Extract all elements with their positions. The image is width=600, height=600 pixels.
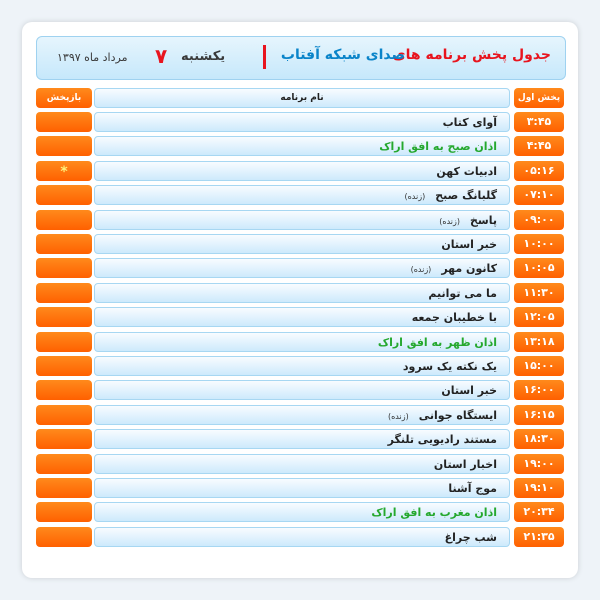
live-tag: (زنده) — [410, 265, 432, 275]
program-name-cell — [94, 185, 510, 205]
month-year-label: مرداد ماه ۱۳۹۷ — [57, 51, 128, 64]
program-name-cell — [94, 380, 510, 400]
program-name — [441, 238, 497, 251]
program-name — [388, 433, 497, 446]
program-name-cell — [94, 210, 510, 230]
broadcast-time: ۰۷:۱۰ — [514, 185, 564, 205]
column-header-name — [94, 88, 510, 108]
table-row — [36, 136, 564, 156]
program-title: آوای کتاب — [442, 116, 497, 129]
rerun-cell — [36, 332, 92, 352]
broadcast-time: ۴:۴۵ — [514, 136, 564, 156]
broadcast-time: ۱۱:۳۰ — [514, 283, 564, 303]
broadcast-time: ۲۱:۳۵ — [514, 527, 564, 547]
rerun-cell — [36, 185, 92, 205]
program-title: شب چراغ — [444, 530, 497, 544]
table-row — [36, 161, 564, 181]
program-name-cell — [94, 332, 510, 352]
program-title: اخبار استان — [433, 457, 497, 471]
weekday-label: یکشنبه — [181, 49, 226, 64]
program-name — [439, 214, 497, 227]
program-title: اذان صبح به افق اراک — [379, 140, 497, 154]
header-divider — [263, 45, 266, 69]
table-row — [36, 210, 564, 230]
broadcast-time: ۲۰:۳۴ — [514, 502, 564, 522]
broadcast-time: ۱۰:۰۵ — [514, 258, 564, 278]
program-name-cell — [94, 234, 510, 254]
program-name-cell — [94, 161, 510, 181]
program-title: خبر استان — [441, 384, 497, 398]
rerun-cell: * — [36, 161, 92, 181]
column-header-rerun: بازپخش — [36, 88, 92, 108]
program-name — [436, 165, 497, 178]
program-name — [388, 409, 497, 422]
program-name — [441, 384, 497, 397]
live-tag: (زنده) — [387, 411, 409, 421]
broadcast-time: ۱۳:۱۸ — [514, 332, 564, 352]
rerun-cell — [36, 527, 92, 547]
program-title: یک نکته یک سرود — [402, 360, 497, 373]
table-row — [36, 356, 564, 376]
rerun-cell — [36, 307, 92, 327]
rerun-cell — [36, 356, 92, 376]
broadcast-time: ۰۹:۰۰ — [514, 210, 564, 230]
broadcast-time: ۱۰:۰۰ — [514, 234, 564, 254]
program-name — [379, 140, 497, 153]
rerun-cell — [36, 210, 92, 230]
table-row — [36, 502, 564, 522]
rerun-cell — [36, 283, 92, 303]
table-row — [36, 258, 564, 278]
program-title: کانون مهر — [441, 262, 497, 276]
broadcast-time: ۰۵:۱۶ — [514, 161, 564, 181]
program-name — [445, 531, 497, 544]
broadcast-time: ۱۸:۳۰ — [514, 429, 564, 449]
column-header-name-label: نام برنامه — [280, 93, 324, 103]
column-header-time: پخش اول — [514, 88, 564, 108]
program-name — [434, 458, 497, 471]
live-tag: (زنده) — [404, 192, 426, 202]
program-name-cell — [94, 429, 510, 449]
program-title: ایستگاه جوانی — [418, 408, 497, 422]
program-name — [371, 506, 497, 519]
broadcast-time: ۱۶:۰۰ — [514, 380, 564, 400]
table-row — [36, 332, 564, 352]
program-name-cell — [94, 478, 510, 498]
program-title: مستند رادیویی تلنگر — [387, 433, 497, 447]
rerun-cell — [36, 380, 92, 400]
program-name — [403, 360, 497, 373]
program-name-cell — [94, 502, 510, 522]
program-name-cell — [94, 307, 510, 327]
program-name — [404, 189, 497, 202]
channel-name: صدای شبکه آفتاب — [280, 47, 405, 63]
program-name — [411, 262, 497, 275]
table-row — [36, 478, 564, 498]
broadcast-time: ۱۹:۱۰ — [514, 478, 564, 498]
program-title: موج آشنا — [448, 482, 497, 495]
program-name — [378, 336, 497, 349]
rerun-cell — [36, 112, 92, 132]
program-title: خبر استان — [441, 238, 497, 251]
table-row — [36, 429, 564, 449]
table-row — [36, 405, 564, 425]
program-name-cell — [94, 258, 510, 278]
table-header-row — [36, 88, 564, 108]
schedule-card — [22, 22, 578, 578]
rerun-cell — [36, 136, 92, 156]
rerun-cell — [36, 454, 92, 474]
table-row — [36, 185, 564, 205]
program-title: با خطیبان جمعه — [411, 311, 497, 325]
program-name-cell — [94, 454, 510, 474]
program-title: ادبیات کهن — [436, 164, 497, 178]
broadcast-time: ۱۵:۰۰ — [514, 356, 564, 376]
table-row — [36, 380, 564, 400]
rerun-cell — [36, 258, 92, 278]
broadcast-time: ۳:۴۵ — [514, 112, 564, 132]
live-tag: (زنده) — [439, 216, 460, 226]
program-name — [412, 311, 497, 324]
program-title: پاسخ — [469, 213, 497, 227]
program-name — [448, 482, 497, 495]
schedule-title: جدول پخش برنامه های — [392, 47, 551, 63]
broadcast-time: ۱۹:۰۰ — [514, 454, 564, 474]
rerun-cell — [36, 405, 92, 425]
program-title: گلبانگ صبح — [435, 189, 497, 203]
broadcast-time: ۱۲:۰۵ — [514, 307, 564, 327]
program-name-cell — [94, 356, 510, 376]
program-title: اذان مغرب به افق اراک — [371, 506, 497, 520]
table-row — [36, 283, 564, 303]
program-name — [428, 287, 497, 300]
schedule-header — [36, 36, 566, 80]
program-title: اذان ظهر به افق اراک — [377, 335, 497, 349]
program-name-cell — [94, 112, 510, 132]
day-number: ۷ — [155, 44, 168, 68]
rerun-cell — [36, 502, 92, 522]
rerun-cell — [36, 234, 92, 254]
broadcast-time: ۱۶:۱۵ — [514, 405, 564, 425]
program-name-cell — [94, 136, 510, 156]
table-row — [36, 112, 564, 132]
table-row — [36, 234, 564, 254]
rerun-cell — [36, 478, 92, 498]
program-name — [443, 116, 497, 129]
program-name-cell — [94, 527, 510, 547]
program-name-cell — [94, 405, 510, 425]
table-row — [36, 307, 564, 327]
table-row — [36, 527, 564, 547]
program-title: ما می توانیم — [428, 286, 497, 300]
rerun-cell — [36, 429, 92, 449]
program-name-cell — [94, 283, 510, 303]
table-row — [36, 454, 564, 474]
